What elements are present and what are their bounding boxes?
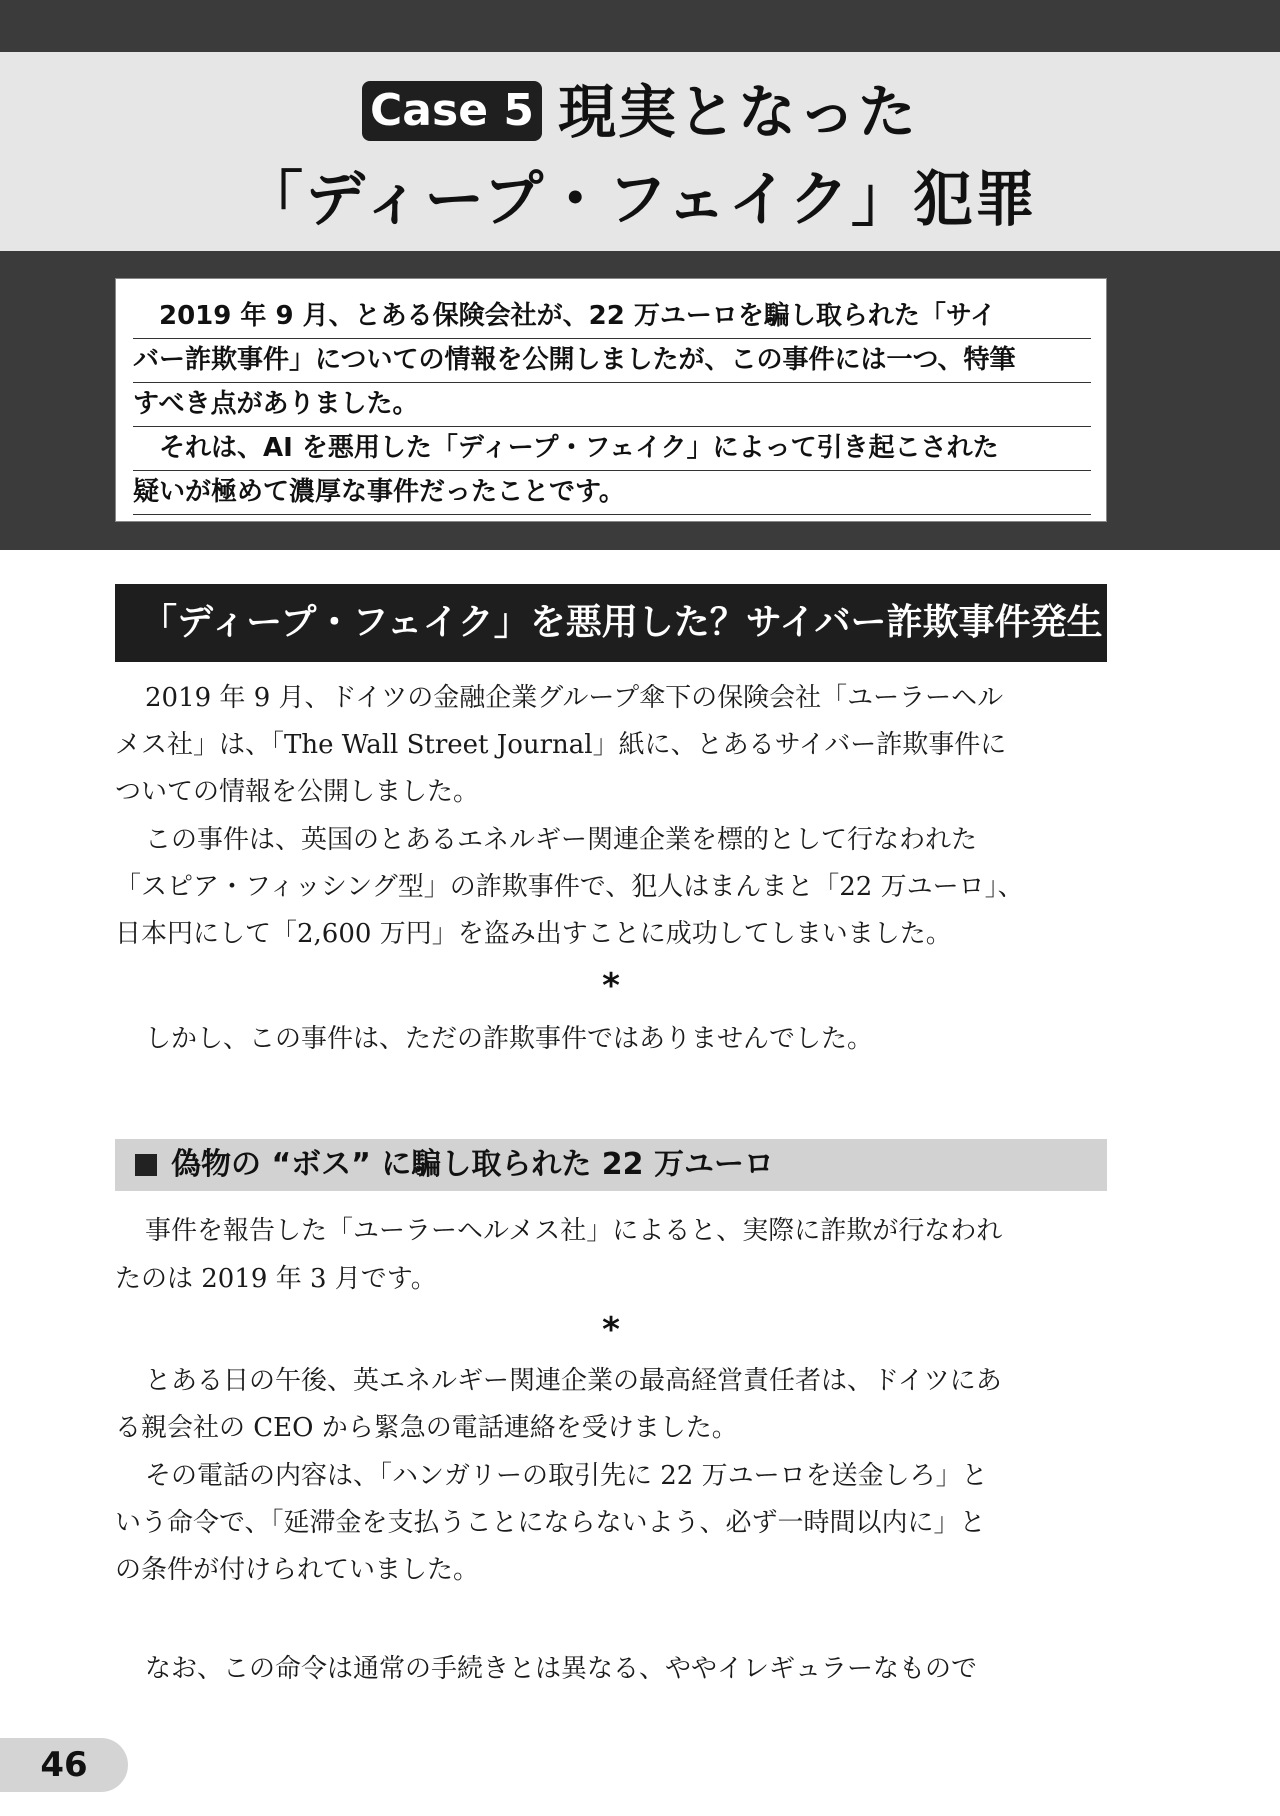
- body-text-line: たのは 2019 年 3 月です。: [115, 1264, 437, 1294]
- subsection-heading-text: 偽物の “ボス” に騙し取られた 22 万ユーロ: [171, 1147, 774, 1182]
- body-text-line: の条件が付けられていました。: [115, 1555, 480, 1585]
- body-text-line: 「スピア・フィッシング型」の詐欺事件で、犯人はまんまと「22 万ユーロ」、: [115, 872, 1024, 902]
- top-bar: [0, 0, 1280, 52]
- section-heading: 「ディープ・フェイク」を悪用した？サイバー詐欺事件発生: [115, 584, 1107, 662]
- summary-line: バー詐欺事件」についての情報を公開しましたが、この事件には一つ、特筆: [133, 339, 1091, 383]
- summary-line: 疑いが極めて濃厚な事件だったことです。: [133, 471, 1091, 515]
- chapter-title-line-2: 「ディープ・フェイク」犯罪: [243, 165, 1037, 235]
- chapter-title-text-1: 現実となった: [557, 78, 918, 146]
- case-badge: Case 5: [362, 81, 542, 141]
- body-text-line: る親会社の CEO から緊急の電話連絡を受けました。: [115, 1413, 738, 1443]
- body-text-line: 2019 年 9 月、ドイツの金融企業グループ傘下の保険会社「ユーラーヘル: [145, 683, 1004, 713]
- summary-text: [133, 295, 1091, 515]
- body-text-line: しかし、この事件は、ただの詐欺事件ではありませんでした。: [145, 1024, 874, 1054]
- body-text-line: その電話の内容は、「ハンガリーの取引先に 22 万ユーロを送金しろ」と: [145, 1461, 988, 1491]
- summary-line: すべき点がありました。: [133, 383, 1091, 427]
- summary-line: 2019 年 9 月、とある保険会社が、22 万ユーロを騙し取られた「サイ: [133, 295, 1091, 339]
- body-text-line: ついての情報を公開しました。: [115, 777, 480, 807]
- section-break-asterisk: *: [602, 1310, 620, 1350]
- subsection-heading: [115, 1139, 1107, 1191]
- body-text-line: いう命令で、「延滞金を支払うことにならないよう、必ず一時間以内に」と: [115, 1508, 986, 1538]
- body-text-line: とある日の午後、英エネルギー関連企業の最高経営責任者は、ドイツにあ: [145, 1366, 1002, 1396]
- body-text-line: メス社」は、「The Wall Street Journal」紙に、とあるサイバー詐欺事件に: [115, 730, 1007, 760]
- body-text-line: この事件は、英国のとあるエネルギー関連企業を標的として行なわれた: [145, 825, 978, 855]
- body-text-line: 日本円にして「2,600 万円」を盗み出すことに成功してしまいました。: [115, 919, 952, 949]
- chapter-title-line-1: [0, 74, 1280, 150]
- body-text-line: 事件を報告した「ユーラーヘルメス社」によると、実際に詐欺が行なわれ: [145, 1216, 1003, 1246]
- section-break-asterisk: *: [602, 966, 620, 1006]
- summary-line: それは、AI を悪用した「ディープ・フェイク」によって引き起こされた: [133, 427, 1091, 471]
- summary-box: [115, 278, 1107, 522]
- page-number: 46: [0, 1738, 128, 1792]
- body-text-line: なお、この命令は通常の手続きとは異なる、ややイレギュラーなもので: [145, 1654, 978, 1684]
- square-bullet-icon: [135, 1154, 157, 1176]
